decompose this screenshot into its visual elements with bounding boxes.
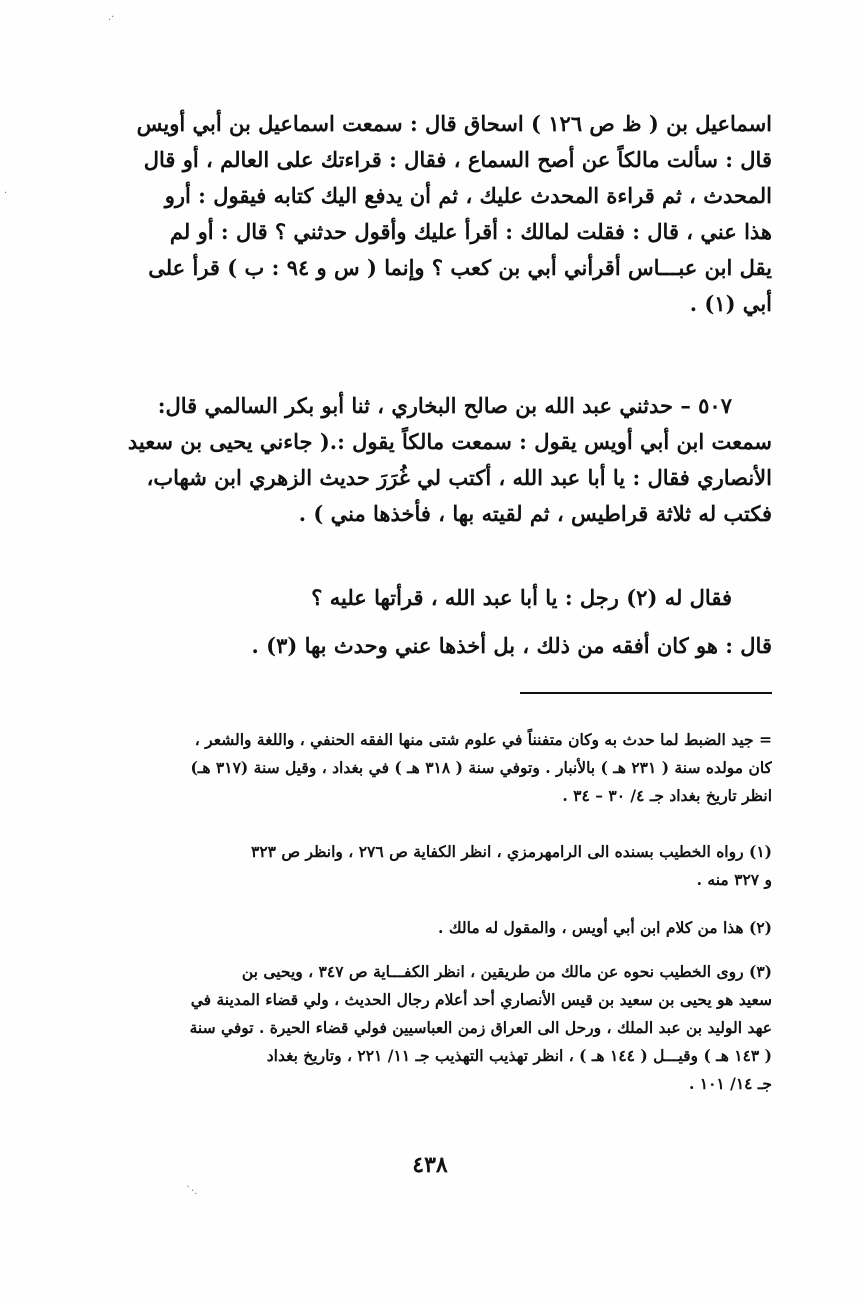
footnote-line: كان مولده سنة ( ٢٣١ هـ ) بالأنبار . وتوفي سنة ( ٣١٨ هـ ) في بغداد ، وقيل سنة (٣١٧ هـ) xyxy=(190,758,772,777)
footnote-line: (٢) هذا من كلام ابن أبي أويس ، والمقول له مالك . xyxy=(438,918,772,937)
footnote-1 xyxy=(92,838,772,894)
footnote-line: (١) رواه الخطيب بسنده الى الرامهرمزي ، انظر الكفاية ص ٢٧٦ ، وانظر ص ٣٢٣ xyxy=(251,842,772,861)
paragraph-answer xyxy=(92,628,772,664)
footnote-3 xyxy=(92,958,772,1098)
scan-speck: `·. xyxy=(186,1186,198,1197)
text-line: سمعت ابن أبي أويس يقول : سمعت مالكاً يقول :.( جاءني يحيى بن سعيد xyxy=(127,429,772,454)
footnote-2 xyxy=(92,914,772,942)
scan-speck: · xyxy=(4,188,8,199)
paragraph-question xyxy=(92,580,772,616)
paragraph-isnad-ismail xyxy=(92,106,772,322)
text-line: قال : هو كان أفقه من ذلك ، بل أخذها عني وحدث بها (٣) . xyxy=(251,633,772,658)
scan-speck: .· xyxy=(108,12,115,23)
footnote-line: و ٣٢٧ منه . xyxy=(696,870,772,889)
footnote-line: (٣) روى الخطيب نحوه عن مالك من طريقين ، انظر الكفـــاية ص ٣٤٧ ، ويحيى بن xyxy=(241,962,772,981)
footnote-line: انظر تاريخ بغداد جـ ٤/ ٣٠ – ٣٤ . xyxy=(562,786,772,805)
text-line: ٥٠٧ – حدثني عبد الله بن صالح البخاري ، ثنا أبو بكر السالمي قال: xyxy=(157,393,732,418)
footnote-continued xyxy=(92,726,772,810)
text-line: أبي (١) . xyxy=(689,291,772,316)
footnote-line: جـ ١٤/ ١٠١ . xyxy=(688,1074,772,1093)
text-line: اسماعيل بن ( ظ ص ١٢٦ ) اسحاق قال : سمعت اسماعيل بن أبي أويس xyxy=(136,111,772,136)
text-line: فكتب له ثلاثة قراطيس ، ثم لقيته بها ، فأخذها مني ) . xyxy=(298,501,772,526)
text-line: هذا عني ، قال : فقلت لمالك : أقرأ عليك وأقول حدثني ؟ قال : أو لم xyxy=(169,219,772,244)
footnote-line: = جيد الضبط لما حدث به وكان متفنناً في علوم شتى منها الفقه الحنفي ، واللغة والشعر ، xyxy=(194,730,772,749)
paragraph-hadith-507 xyxy=(92,388,772,532)
footnote-separator xyxy=(520,692,772,694)
text-line: المحدث ، ثم قراءة المحدث عليك ، ثم أن يدفع اليك كتابه فيقول : أرو xyxy=(164,183,772,208)
footnote-line: عهد الوليد بن عبد الملك ، ورحل الى العراق زمن العباسيين فولي قضاء الحيرة . توفي سنة xyxy=(189,1018,772,1037)
page-number: ٤٣٨ xyxy=(412,1152,448,1178)
footnote-line: ( ١٤٣ هـ ) وقيـــل ( ١٤٤ هـ ) ، انظر تهذيب التهذيب جـ ١١/ ٢٢١ ، وتاريخ بغداد xyxy=(266,1046,772,1065)
text-line: الأنصاري فقال : يا أبا عبد الله ، أكتب لي غُرَرَ حديث الزهري ابن شهاب، xyxy=(146,465,772,490)
text-line: قال : سألت مالكاً عن أصح السماع ، فقال : قراءتك على العالم ، أو قال xyxy=(143,147,772,172)
text-line: فقال له (٢) رجل : يا أبا عبد الله ، قرأتها عليه ؟ xyxy=(311,585,732,610)
text-line: يقل ابن عبـــاس أقرأني أبي بن كعب ؟ وإنما ( س و ٩٤ : ب ) قرأ على xyxy=(148,255,772,280)
footnote-line: سعيد هو يحيى بن سعيد بن قيس الأنصاري أحد أعلام رجال الحديث ، ولي قضاء المدينة في xyxy=(190,990,772,1009)
